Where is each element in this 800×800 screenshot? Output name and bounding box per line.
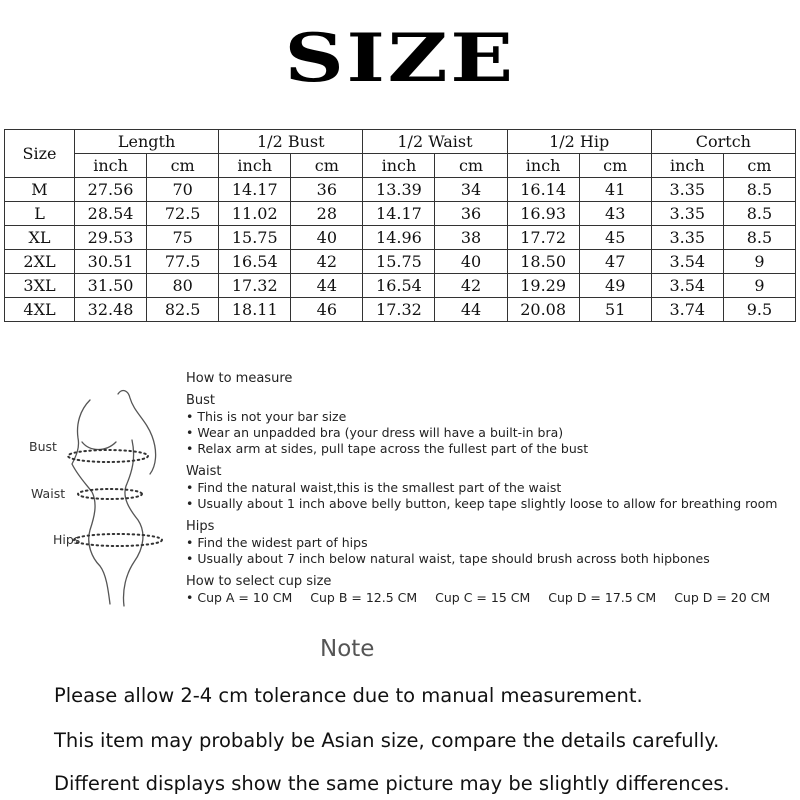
unit-header: cm: [723, 154, 795, 178]
bust-instruction: • This is not your bar size: [186, 409, 347, 424]
table-cell: 3.54: [651, 250, 723, 274]
unit-header: cm: [579, 154, 651, 178]
table-cell: 82.5: [147, 298, 219, 322]
unit-header: cm: [147, 154, 219, 178]
table-cell: 32.48: [75, 298, 147, 322]
cup-size-item: Cup B = 12.5 CM: [310, 590, 418, 605]
table-cell: 29.53: [75, 226, 147, 250]
table-cell: 16.54: [363, 274, 435, 298]
table-cell: 49: [579, 274, 651, 298]
waist-instruction: • Usually about 1 inch above belly button, keep tape slightly loose to allow for breathing room: [186, 496, 778, 511]
table-cell: 17.72: [507, 226, 579, 250]
table-cell: 40: [435, 250, 507, 274]
table-cell: 17.32: [219, 274, 291, 298]
figure-back-outline: [123, 440, 142, 606]
table-cell: 9: [723, 274, 795, 298]
table-cell: 14.96: [363, 226, 435, 250]
page-title: SIZE: [284, 19, 516, 97]
table-cell: 46: [291, 298, 363, 322]
how-to-measure-heading: How to measure: [186, 371, 293, 386]
group-header-waist: 1/2 Waist: [363, 130, 507, 154]
table-row: [5, 298, 796, 322]
note-line: Different displays show the same picture may be slightly differences.: [54, 772, 730, 795]
table-cell: 20.08: [507, 298, 579, 322]
size-cell: 4XL: [5, 298, 75, 322]
table-cell: 19.29: [507, 274, 579, 298]
table-cell: 28.54: [75, 202, 147, 226]
table-cell: 72.5: [147, 202, 219, 226]
table-cell: 16.14: [507, 178, 579, 202]
group-header-bust: 1/2 Bust: [219, 130, 363, 154]
table-cell: 9.5: [723, 298, 795, 322]
size-cell: L: [5, 202, 75, 226]
table-row: [5, 274, 796, 298]
cup-size-item: • Cup A = 10 CM: [186, 590, 293, 605]
cup-size-item: Cup C = 15 CM: [435, 590, 531, 605]
bust-tape-line: [68, 450, 148, 462]
bust-instruction: • Relax arm at sides, pull tape across the fullest part of the bust: [186, 441, 589, 456]
bust-heading: Bust: [186, 393, 216, 408]
cup-size-item: Cup D = 20 CM: [674, 590, 771, 605]
note-line: This item may probably be Asian size, compare the details carefully.: [54, 729, 720, 752]
unit-header: inch: [219, 154, 291, 178]
table-cell: 13.39: [363, 178, 435, 202]
cup-size-list: [186, 590, 786, 606]
table-cell: 3.35: [651, 178, 723, 202]
table-cell: 18.11: [219, 298, 291, 322]
table-cell: 75: [147, 226, 219, 250]
table-cell: 15.75: [219, 226, 291, 250]
table-cell: 80: [147, 274, 219, 298]
table-cell: 3.54: [651, 274, 723, 298]
table-cell: 44: [435, 298, 507, 322]
waist-instruction: • Find the natural waist,this is the smallest part of the waist: [186, 480, 562, 495]
table-cell: 47: [579, 250, 651, 274]
table-cell: 34: [435, 178, 507, 202]
table-row: [5, 178, 796, 202]
table-cell: 18.50: [507, 250, 579, 274]
unit-header: inch: [75, 154, 147, 178]
table-cell: 77.5: [147, 250, 219, 274]
table-cell: 8.5: [723, 202, 795, 226]
unit-header: cm: [435, 154, 507, 178]
group-header-hip: 1/2 Hip: [507, 130, 651, 154]
table-row: [5, 250, 796, 274]
table-row: [5, 202, 796, 226]
table-cell: 70: [147, 178, 219, 202]
waist-heading: Waist: [186, 464, 222, 479]
table-cell: 3.35: [651, 202, 723, 226]
size-chart-table: [4, 129, 796, 322]
cup-size-item: Cup D = 17.5 CM: [548, 590, 657, 605]
table-cell: 42: [435, 274, 507, 298]
waist-tape-line: [78, 489, 142, 499]
figure-label-bust: Bust: [29, 439, 57, 454]
table-cell: 3.74: [651, 298, 723, 322]
table-cell: 51: [579, 298, 651, 322]
table-cell: 8.5: [723, 178, 795, 202]
unit-header: inch: [507, 154, 579, 178]
table-cell: 14.17: [363, 202, 435, 226]
group-header-crotch: Cortch: [651, 130, 795, 154]
table-cell: 11.02: [219, 202, 291, 226]
table-cell: 38: [435, 226, 507, 250]
bust-instruction: • Wear an unpadded bra (your dress will have a built-in bra): [186, 425, 564, 440]
table-cell: 31.50: [75, 274, 147, 298]
table-cell: 42: [291, 250, 363, 274]
note-line: Please allow 2-4 cm tolerance due to manual measurement.: [54, 684, 643, 707]
table-row: [5, 226, 796, 250]
table-cell: 16.93: [507, 202, 579, 226]
size-cell: M: [5, 178, 75, 202]
size-cell: 3XL: [5, 274, 75, 298]
table-cell: 27.56: [75, 178, 147, 202]
table-cell: 28: [291, 202, 363, 226]
how-to-measure-section: [186, 371, 786, 606]
table-group-header-row: [5, 130, 796, 154]
table-cell: 43: [579, 202, 651, 226]
table-cell: 40: [291, 226, 363, 250]
table-cell: 17.32: [363, 298, 435, 322]
table-cell: 30.51: [75, 250, 147, 274]
table-cell: 16.54: [219, 250, 291, 274]
hips-instruction: • Find the widest part of hips: [186, 535, 368, 550]
figure-label-hips: Hips: [53, 532, 81, 547]
table-cell: 3.35: [651, 226, 723, 250]
table-cell: 45: [579, 226, 651, 250]
size-column-header: Size: [5, 130, 75, 178]
unit-header: cm: [291, 154, 363, 178]
table-cell: 9: [723, 250, 795, 274]
unit-header: inch: [363, 154, 435, 178]
table-cell: 36: [435, 202, 507, 226]
figure-label-waist: Waist: [31, 486, 66, 501]
hips-instruction: • Usually about 7 inch below natural waist, tape should brush across both hipbones: [186, 551, 710, 566]
table-cell: 44: [291, 274, 363, 298]
figure-chest-outline: [82, 442, 116, 450]
size-cell: 2XL: [5, 250, 75, 274]
figure-body-outline: [72, 400, 110, 604]
note-heading: Note: [320, 636, 375, 662]
size-cell: XL: [5, 226, 75, 250]
table-cell: 15.75: [363, 250, 435, 274]
unit-header: inch: [651, 154, 723, 178]
group-header-length: Length: [75, 130, 219, 154]
table-cell: 36: [291, 178, 363, 202]
hips-tape-line: [74, 534, 162, 546]
table-cell: 8.5: [723, 226, 795, 250]
table-cell: 14.17: [219, 178, 291, 202]
hips-heading: Hips: [186, 519, 215, 534]
table-cell: 41: [579, 178, 651, 202]
table-unit-header-row: [5, 154, 796, 178]
cup-size-heading: How to select cup size: [186, 574, 332, 589]
